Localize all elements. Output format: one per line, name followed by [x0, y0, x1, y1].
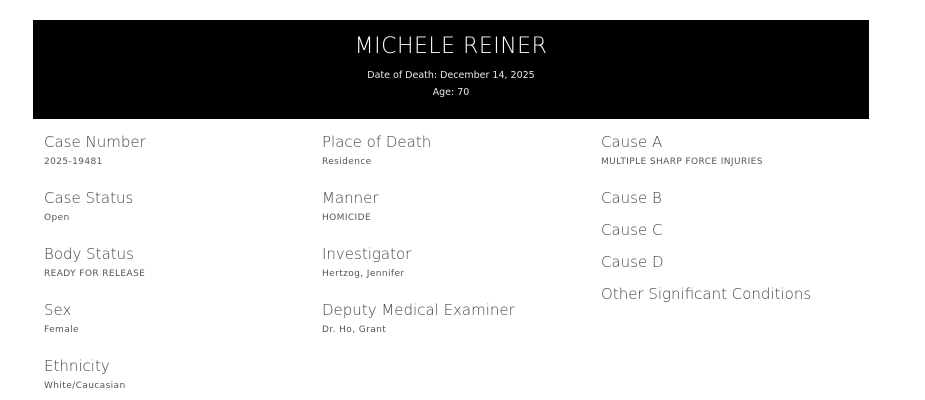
- field-label: Cause C: [601, 221, 663, 239]
- field-value: MULTIPLE SHARP FORCE INJURIES: [601, 157, 763, 167]
- field-value: READY FOR RELEASE: [44, 269, 146, 279]
- decedent-name: MICHELE REINER: [354, 34, 548, 59]
- field-cause-a: [601, 131, 811, 169]
- field-other-significant-conditions: [601, 283, 811, 305]
- field-label: Ethnicity: [44, 357, 110, 375]
- decedent-header: [33, 20, 869, 119]
- death-details-column: [322, 131, 515, 355]
- field-value: Female: [44, 325, 79, 335]
- field-place-of-death: [322, 131, 515, 169]
- field-cause-b: [601, 187, 811, 209]
- field-label: Case Status: [44, 189, 134, 207]
- field-label: Cause B: [601, 189, 662, 207]
- field-label: Body Status: [44, 245, 134, 263]
- field-body-status: [44, 243, 146, 281]
- field-manner: [322, 187, 515, 225]
- field-value: Hertzog, Jennifer: [322, 269, 405, 279]
- field-investigator: [322, 243, 515, 281]
- field-value: Open: [44, 213, 70, 223]
- decedent-age: Age: 70: [432, 87, 470, 98]
- field-value: Dr. Ho, Grant: [322, 325, 387, 335]
- field-value: White/Caucasian: [44, 381, 126, 391]
- field-cause-c: [601, 219, 811, 241]
- case-details-column: [44, 131, 146, 400]
- field-case-status: [44, 187, 146, 225]
- field-value: Residence: [322, 157, 372, 167]
- field-sex: [44, 299, 146, 337]
- field-label: Manner: [322, 189, 379, 207]
- field-value: HOMICIDE: [322, 213, 372, 223]
- field-ethnicity: [44, 355, 146, 393]
- cause-of-death-column: [601, 131, 811, 315]
- field-label: Case Number: [44, 133, 146, 151]
- field-label: Place of Death: [322, 133, 432, 151]
- field-label: Deputy Medical Examiner: [322, 301, 515, 319]
- field-label: Sex: [44, 301, 72, 319]
- field-label: Other Significant Conditions: [601, 285, 812, 303]
- field-label: Cause A: [601, 133, 663, 151]
- field-deputy-medical-examiner: [322, 299, 515, 337]
- field-cause-d: [601, 251, 811, 273]
- date-of-death: Date of Death: December 14, 2025: [367, 70, 535, 81]
- field-value: 2025-19481: [44, 157, 103, 167]
- field-label: Cause D: [601, 253, 664, 271]
- field-case-number: [44, 131, 146, 169]
- field-label: Investigator: [322, 245, 412, 263]
